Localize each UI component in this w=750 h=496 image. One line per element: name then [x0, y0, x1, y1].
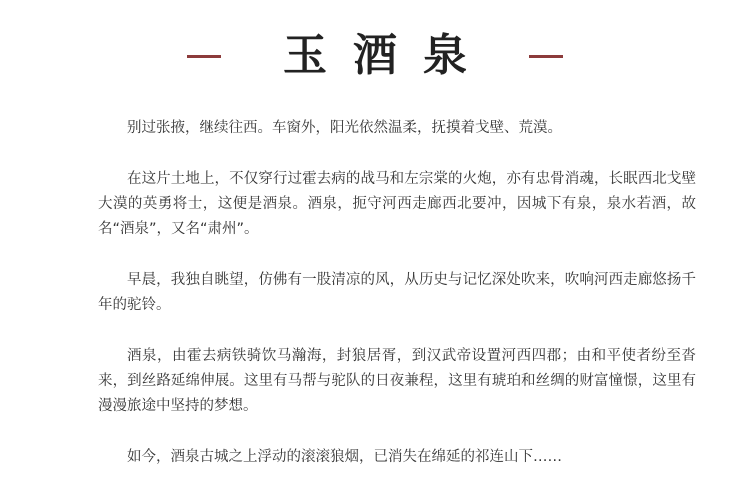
- title-row: [0, 28, 750, 84]
- paragraph: 酒泉，由霍去病铁骑饮马瀚海，封狼居胥，到汉武帝设置河西四郡；由和平使者纷至沓来，到丝路延绵伸展。这里有马帮与驼队的日夜兼程，这里有琥珀和丝绸的财富憧憬，这里有漫漫旅途中坚持的梦想。: [98, 348, 696, 414]
- article-body: [98, 116, 696, 496]
- paragraph: 早晨，我独自眺望，仿佛有一股清凉的风，从历史与记忆深处吹来，吹响河西走廊悠扬千年的驼铃。: [98, 272, 696, 313]
- paragraph: 别过张掖，继续往西。车窗外，阳光依然温柔，抚摸着戈壁、荒漠。: [127, 120, 562, 136]
- title-right-rule: [529, 55, 563, 58]
- paragraph: 在这片土地上，不仅穿行过霍去病的战马和左宗棠的火炮，亦有忠骨消魂，长眠西北戈壁大漠的英勇将士，这便是酒泉。酒泉，扼守河西走廊西北要冲，因城下有泉，泉水若酒，故名“酒泉”，又名“肃州”。: [98, 171, 696, 237]
- page-title: 玉酒泉: [283, 30, 493, 81]
- title-left-rule: [187, 55, 221, 58]
- paragraph: 如今，酒泉古城之上浮动的滚滚狼烟，已消失在绵延的祁连山下……: [127, 449, 562, 465]
